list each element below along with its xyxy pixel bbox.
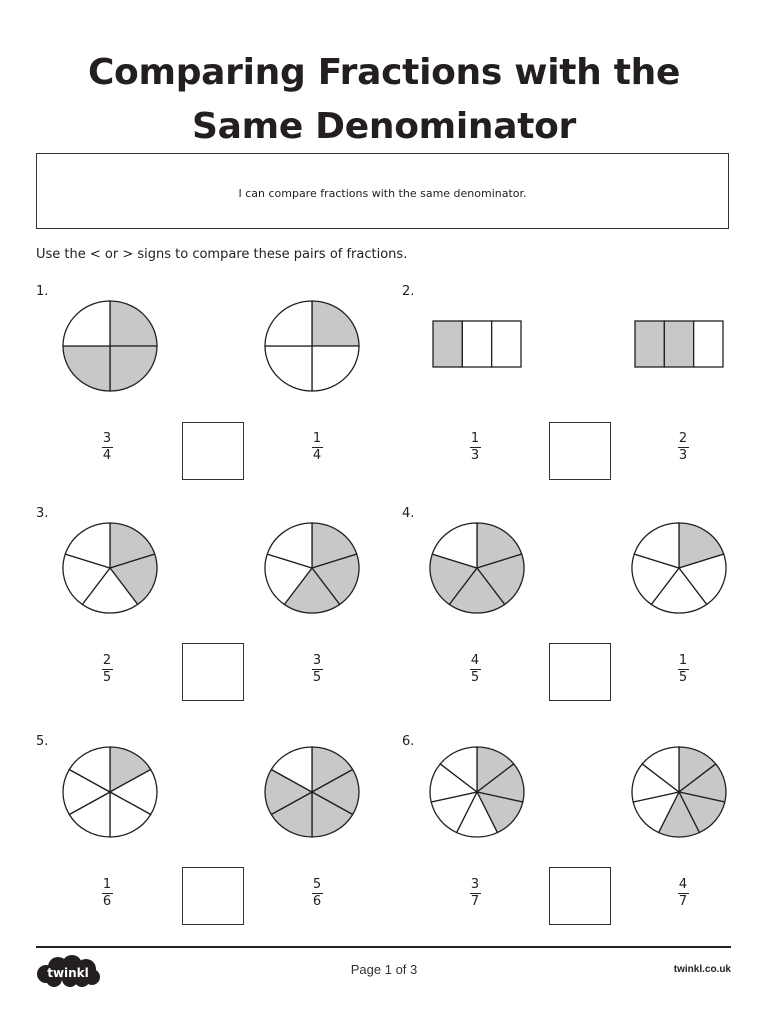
denominator: 6	[312, 894, 322, 909]
numerator: 5	[312, 877, 322, 892]
fraction-label-right	[668, 654, 698, 685]
denominator: 3	[470, 448, 480, 463]
denominator: 6	[102, 894, 112, 909]
fraction-segment	[63, 346, 110, 391]
fraction-diagram-right	[262, 744, 362, 840]
fraction-diagram-left	[431, 319, 523, 369]
fraction-segment	[433, 321, 462, 367]
fraction-diagram-right	[633, 319, 725, 369]
fraction-segment	[63, 301, 110, 346]
numerator: 1	[678, 653, 688, 668]
denominator: 5	[102, 670, 112, 685]
page-title	[0, 46, 768, 154]
denominator: 3	[678, 448, 688, 463]
site-url: twinkl.co.uk	[673, 964, 731, 975]
fraction-diagram-left	[60, 520, 160, 616]
page-title-line-2: Same Denominator	[191, 106, 576, 147]
fraction-segment	[492, 321, 521, 367]
numerator: 1	[470, 431, 480, 446]
fraction-label-right	[302, 432, 332, 463]
denominator: 5	[470, 670, 480, 685]
fraction-segment	[664, 321, 693, 367]
instruction-text: Use the < or > signs to compare these pairs of fractions.	[36, 247, 408, 262]
fraction-segment	[312, 346, 359, 391]
fraction-segment	[110, 301, 157, 346]
fraction-label-right	[302, 878, 332, 909]
numerator: 4	[678, 877, 688, 892]
fraction-diagram-left	[60, 744, 160, 840]
objective-text: I can compare fractions with the same denominator.	[238, 187, 527, 200]
fraction-segment	[265, 346, 312, 391]
numerator: 3	[312, 653, 322, 668]
fraction-label-right	[302, 654, 332, 685]
fraction-segment	[110, 346, 157, 391]
fraction-label-right	[668, 432, 698, 463]
fraction-label-left	[92, 432, 122, 463]
fraction-diagram-right	[262, 298, 362, 394]
question-number: 6.	[402, 734, 415, 749]
fraction-label-left	[460, 432, 490, 463]
question-number: 5.	[36, 734, 49, 749]
comparison-answer-box[interactable]	[549, 867, 611, 925]
numerator: 1	[102, 877, 112, 892]
page-title-line-1: Comparing Fractions with the	[87, 52, 681, 93]
denominator: 5	[678, 670, 688, 685]
numerator: 3	[470, 877, 480, 892]
comparison-answer-box[interactable]	[182, 422, 244, 480]
comparison-answer-box[interactable]	[182, 643, 244, 701]
denominator: 4	[312, 448, 322, 463]
question-number: 2.	[402, 284, 415, 299]
objective-box	[36, 153, 729, 229]
fraction-diagram-left	[427, 744, 527, 840]
denominator: 7	[470, 894, 480, 909]
comparison-answer-box[interactable]	[549, 643, 611, 701]
fraction-diagram-left	[60, 298, 160, 394]
denominator: 7	[678, 894, 688, 909]
logo-text: twinkl	[47, 966, 89, 980]
fraction-diagram-right	[629, 744, 729, 840]
question-number: 4.	[402, 506, 415, 521]
fraction-diagram-right	[629, 520, 729, 616]
fraction-label-left	[460, 878, 490, 909]
question-number: 1.	[36, 284, 49, 299]
fraction-label-right	[668, 878, 698, 909]
page-number: Page 1 of 3	[350, 962, 418, 977]
fraction-segment	[265, 301, 312, 346]
fraction-label-left	[460, 654, 490, 685]
numerator: 3	[102, 431, 112, 446]
fraction-diagram-right	[262, 520, 362, 616]
denominator: 5	[312, 670, 322, 685]
fraction-segment	[312, 301, 359, 346]
fraction-label-left	[92, 878, 122, 909]
fraction-segment	[635, 321, 664, 367]
fraction-segment	[694, 321, 723, 367]
fraction-label-left	[92, 654, 122, 685]
fraction-diagram-left	[427, 520, 527, 616]
numerator: 2	[102, 653, 112, 668]
numerator: 1	[312, 431, 322, 446]
footer-divider	[36, 946, 731, 948]
comparison-answer-box[interactable]	[182, 867, 244, 925]
denominator: 4	[102, 448, 112, 463]
numerator: 4	[470, 653, 480, 668]
fraction-segment	[462, 321, 491, 367]
numerator: 2	[678, 431, 688, 446]
comparison-answer-box[interactable]	[549, 422, 611, 480]
question-number: 3.	[36, 506, 49, 521]
